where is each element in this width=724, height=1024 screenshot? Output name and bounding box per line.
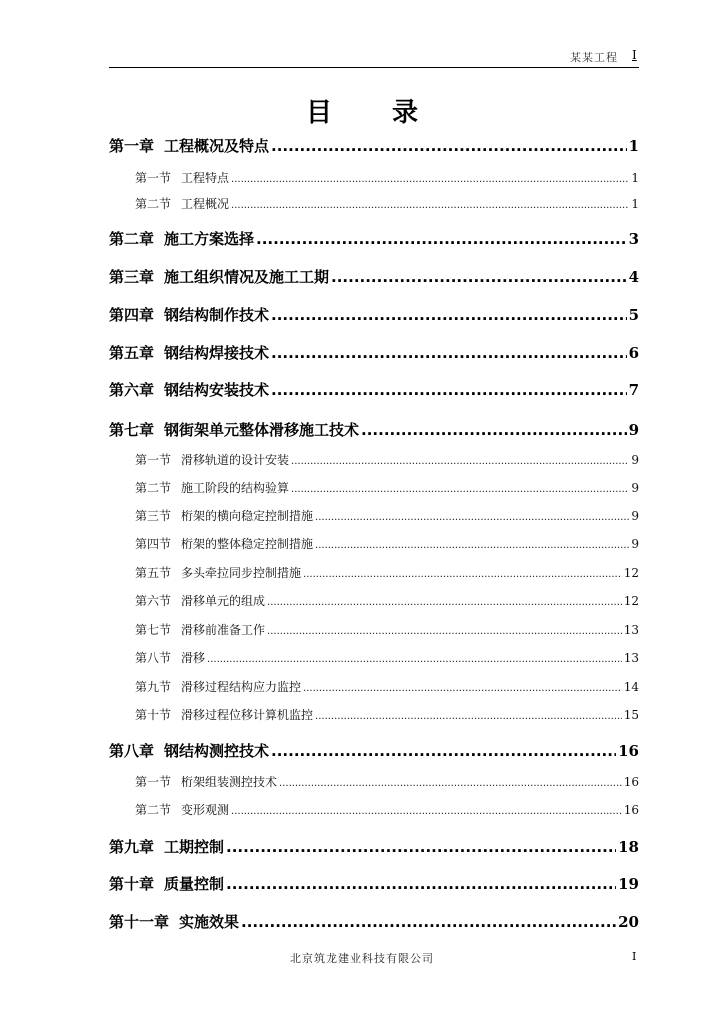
- toc-section-entry[interactable]: [135, 169, 639, 186]
- toc-entry-label: 滑移过程结构应力监控: [181, 680, 302, 694]
- toc-entry-number: 第八节: [135, 651, 172, 665]
- toc-entry-label: 工期控制: [164, 838, 225, 856]
- toc-chapter-entry[interactable]: [109, 873, 639, 894]
- toc-entry-label: 滑移: [181, 651, 206, 665]
- toc-entry-number: 第一节: [135, 453, 172, 467]
- toc-section-entry[interactable]: [135, 451, 639, 468]
- toc-dot-leader: [315, 512, 629, 523]
- toc-section-entry[interactable]: [135, 479, 639, 496]
- toc-entry-page-number: 12: [623, 594, 639, 608]
- toc-entry-number: 第六节: [135, 594, 172, 608]
- toc-entry-label: 工程概况及特点: [164, 137, 270, 155]
- toc-dot-leader: [271, 381, 627, 399]
- toc-entry-number: 第四节: [135, 537, 172, 551]
- toc-entry-number: 第十节: [135, 708, 172, 722]
- toc-entry-page-number: 1: [631, 171, 639, 185]
- toc-entry-label: 滑移过程位移计算机监控: [181, 708, 314, 722]
- toc-entry-number: 第一章: [109, 137, 155, 155]
- toc-entry-number: 第十章: [109, 875, 155, 893]
- toc-entry-label: 滑移前准备工作: [181, 623, 266, 637]
- toc-entry-page-number: 16: [618, 742, 639, 760]
- toc-entry-number: 第四章: [109, 306, 155, 324]
- toc-entry-page-number: 9: [631, 509, 639, 523]
- toc-entry-page-number: 6: [628, 344, 639, 362]
- toc-entry-page-number: 7: [628, 381, 639, 399]
- toc-entry-page-number: 12: [623, 566, 639, 580]
- toc-dot-leader: [231, 174, 629, 185]
- toc-dot-leader: [315, 540, 629, 551]
- toc-entry-label: 滑移轨道的设计安装: [181, 453, 290, 467]
- toc-dot-leader: [226, 838, 616, 856]
- toc-dot-leader: [331, 268, 627, 286]
- toc-dot-leader: [267, 626, 622, 637]
- toc-entry-number: 第九节: [135, 680, 172, 694]
- toc-chapter-entry[interactable]: [109, 419, 639, 440]
- toc-entry-number: 第五章: [109, 344, 155, 362]
- toc-entry-label: 变形观测: [181, 803, 230, 817]
- toc-entry-number: 第二节: [135, 197, 172, 211]
- toc-entry-number: 第一节: [135, 171, 172, 185]
- header-page-number: I: [632, 48, 637, 62]
- toc-dot-leader: [207, 654, 622, 665]
- toc-entry-page-number: 1: [628, 137, 639, 155]
- toc-dot-leader: [231, 200, 629, 211]
- toc-entry-number: 第二节: [135, 803, 172, 817]
- toc-entry-label: 多头牵拉同步控制措施: [181, 566, 302, 580]
- toc-dot-leader: [271, 306, 627, 324]
- toc-entry-label: 钢街架单元整体滑移施工技术: [164, 421, 360, 439]
- toc-entry-page-number: 9: [628, 421, 639, 439]
- toc-chapter-entry[interactable]: [109, 342, 639, 363]
- toc-entry-number: 第七节: [135, 623, 172, 637]
- toc-entry-number: 第二章: [109, 230, 155, 248]
- toc-entry-page-number: 9: [631, 481, 639, 495]
- toc-dot-leader: [271, 137, 627, 155]
- toc-entry-page-number: 16: [623, 803, 639, 817]
- toc-entry-page-number: 15: [623, 708, 639, 722]
- toc-entry-page-number: 19: [618, 875, 639, 893]
- toc-section-entry[interactable]: [135, 773, 639, 790]
- toc-entry-label: 钢结构测控技术: [164, 742, 270, 760]
- toc-chapter-entry[interactable]: [109, 135, 639, 156]
- toc-entry-number: 第七章: [109, 421, 155, 439]
- toc-entry-page-number: 14: [623, 680, 639, 694]
- toc-entry-label: 实施效果: [179, 913, 240, 931]
- toc-entry-page-number: 16: [623, 775, 639, 789]
- toc-dot-leader: [267, 597, 622, 608]
- toc-section-entry[interactable]: [135, 621, 639, 638]
- toc-entry-label: 施工方案选择: [164, 230, 255, 248]
- toc-section-entry[interactable]: [135, 801, 639, 818]
- toc-entry-label: 钢结构制作技术: [164, 306, 270, 324]
- toc-dot-leader: [241, 913, 616, 931]
- toc-section-entry[interactable]: [135, 507, 639, 524]
- toc-dot-leader: [303, 683, 622, 694]
- toc-dot-leader: [231, 806, 622, 817]
- toc-entry-page-number: 4: [628, 268, 639, 286]
- toc-chapter-entry[interactable]: [109, 379, 639, 400]
- toc-entry-page-number: 9: [631, 537, 639, 551]
- toc-dot-leader: [291, 484, 629, 495]
- toc-entry-label: 施工组织情况及施工工期: [164, 268, 330, 286]
- toc-entry-page-number: 3: [628, 230, 639, 248]
- toc-dot-leader: [303, 569, 622, 580]
- toc-entry-number: 第二节: [135, 481, 172, 495]
- toc-entry-label: 施工阶段的结构验算: [181, 481, 290, 495]
- toc-entry-label: 工程特点: [181, 171, 230, 185]
- toc-entry-number: 第一节: [135, 775, 172, 789]
- toc-entry-number: 第八章: [109, 742, 155, 760]
- toc-entry-label: 钢结构安装技术: [164, 381, 270, 399]
- toc-dot-leader: [271, 344, 627, 362]
- toc-section-entry[interactable]: [135, 535, 639, 552]
- page-header: [0, 0, 724, 70]
- toc-chapter-entry[interactable]: [109, 304, 639, 325]
- toc-entry-page-number: 9: [631, 453, 639, 467]
- toc-entry-page-number: 1: [631, 197, 639, 211]
- toc-entry-label: 桁架的整体稳定控制措施: [181, 537, 314, 551]
- toc-dot-leader: [291, 456, 629, 467]
- toc-entry-label: 桁架组装测控技术: [181, 775, 278, 789]
- toc-entry-number: 第五节: [135, 566, 172, 580]
- toc-entry-number: 第三章: [109, 268, 155, 286]
- toc-section-entry[interactable]: [135, 195, 639, 212]
- toc-entry-page-number: 13: [623, 651, 639, 665]
- toc-entry-number: 第三节: [135, 509, 172, 523]
- toc-section-entry[interactable]: [135, 564, 639, 581]
- toc-chapter-entry[interactable]: [109, 266, 639, 287]
- toc-chapter-entry[interactable]: [109, 911, 639, 932]
- toc-entry-label: 滑移单元的组成: [181, 594, 266, 608]
- toc-section-entry[interactable]: [135, 649, 639, 666]
- toc-dot-leader: [256, 230, 627, 248]
- toc-entry-label: 桁架的横向稳定控制措施: [181, 509, 314, 523]
- toc-entry-label: 工程概况: [181, 197, 230, 211]
- toc-section-entry[interactable]: [135, 706, 639, 723]
- toc-dot-leader: [361, 421, 627, 439]
- toc-entry-label: 质量控制: [164, 875, 225, 893]
- toc-dot-leader: [279, 778, 622, 789]
- toc-chapter-entry[interactable]: [109, 740, 639, 761]
- header-project-name: 某某工程: [570, 51, 618, 64]
- page-title: 目录: [305, 98, 478, 128]
- toc-entry-number: 第九章: [109, 838, 155, 856]
- toc-dot-leader: [271, 742, 616, 760]
- toc-dot-leader: [226, 875, 616, 893]
- footer-page-number: I: [632, 950, 637, 963]
- toc-entry-page-number: 13: [623, 623, 639, 637]
- toc-entry-page-number: 20: [618, 913, 639, 931]
- toc-entry-page-number: 18: [618, 838, 639, 856]
- toc-section-entry[interactable]: [135, 678, 639, 695]
- toc-chapter-entry[interactable]: [109, 836, 639, 857]
- toc-dot-leader: [315, 711, 622, 722]
- toc-entry-number: 第十一章: [109, 913, 170, 931]
- toc-section-entry[interactable]: [135, 592, 639, 609]
- toc-entry-page-number: 5: [628, 306, 639, 324]
- footer-company: 北京筑龙建业科技有限公司: [290, 952, 434, 965]
- toc-entry-label: 钢结构焊接技术: [164, 344, 270, 362]
- toc-entry-number: 第六章: [109, 381, 155, 399]
- toc-chapter-entry[interactable]: [109, 228, 639, 249]
- header-divider: [109, 67, 639, 68]
